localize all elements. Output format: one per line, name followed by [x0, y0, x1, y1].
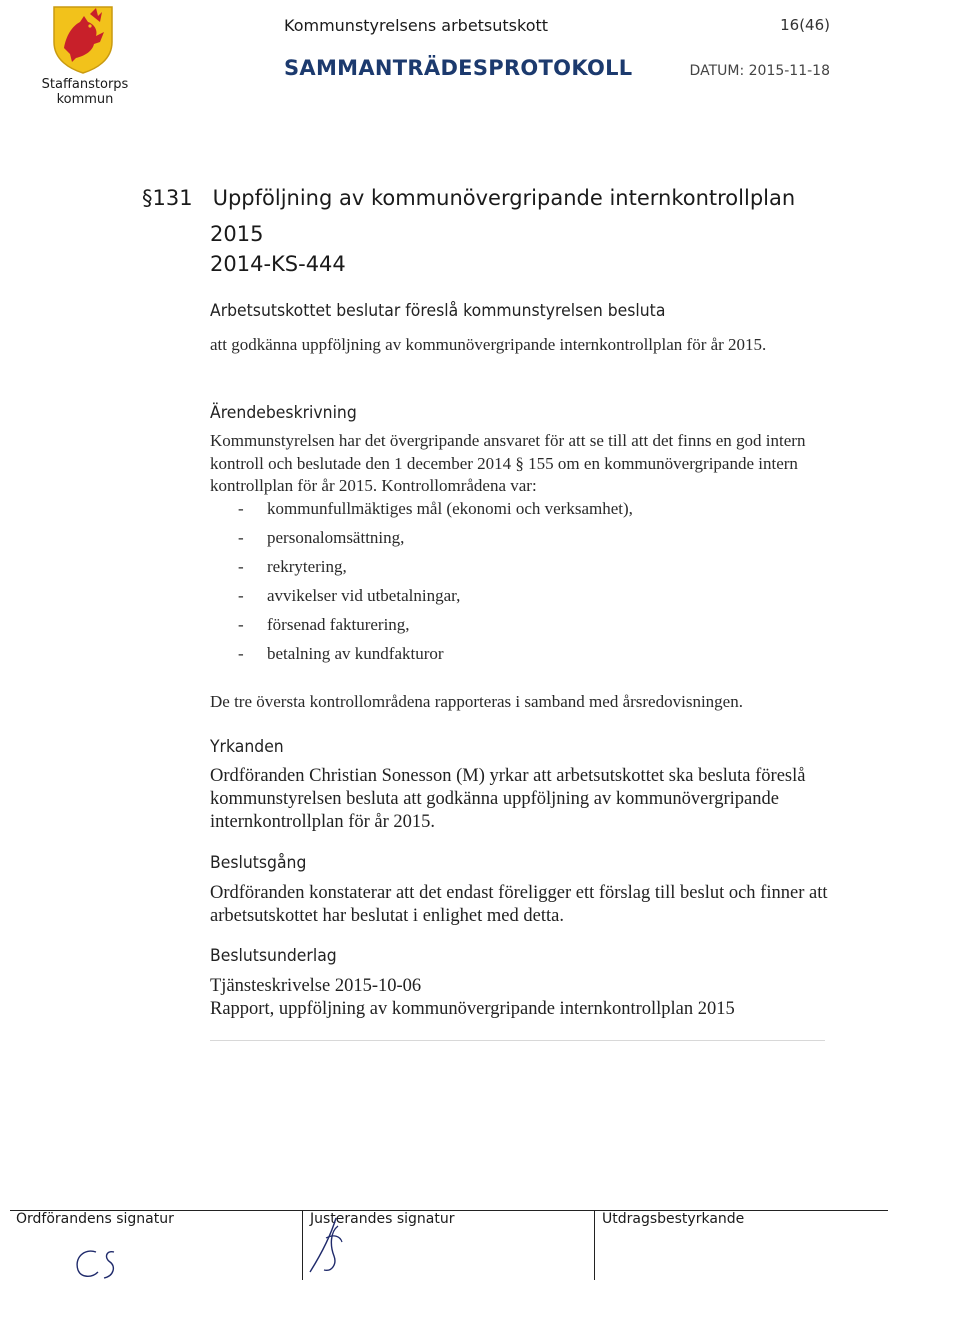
basis-item: Rapport, uppföljning av kommunövergripande internkontrollplan 2015 [210, 999, 735, 1019]
date-label: DATUM: [689, 63, 745, 79]
list-item: - kommunfullmäktiges mål (ekonomi och verksamhet), [210, 494, 830, 523]
chair-initials-signature [70, 1244, 130, 1289]
motion-text: Ordföranden Christian Sonesson (M) yrkar att arbetsutskottet ska besluta föreslå kommunstyrelsen besluta att godkänna uppföljning av kommunövergripande internkontrollplan för år 2015. [210, 766, 806, 832]
list-item: - personalomsättning, [210, 523, 830, 552]
control-area-list [210, 494, 830, 668]
adjuster-signature-label: Justerandes signatur [310, 1211, 455, 1227]
signature-separator [302, 1210, 303, 1280]
basis-item: Tjänsteskrivelse 2015-10-06 [210, 976, 422, 996]
org-unit: Kommunstyrelsens arbetsutskott [284, 16, 549, 35]
date-value: 2015-11-18 [748, 63, 830, 79]
procedure-text: Ordföranden konstaterar att det endast föreligger ett förslag till beslut och finner att arbetsutskottet har beslutat i enlighet med detta. [210, 883, 828, 926]
list-item: - rekrytering, [210, 552, 830, 581]
adjuster-initials-signature [304, 1212, 354, 1283]
document-date [680, 63, 830, 79]
decision-text: att godkänna uppföljning av kommunövergripande internkontrollplan för år 2015. [210, 335, 767, 354]
page-number: 16(46) [780, 16, 830, 34]
coat-of-arms-icon [50, 4, 116, 74]
list-item: - försenad fakturering, [210, 610, 830, 639]
section-title [142, 186, 795, 210]
basis-list [210, 975, 850, 1021]
section-year: 2015 [210, 222, 264, 246]
municipality-line-2: kommun [56, 92, 114, 107]
motion-heading: Yrkanden [210, 737, 284, 757]
extract-certifier-label: Utdragsbestyrkande [602, 1211, 745, 1227]
decision-intro: Arbetsutskottet beslutar föreslå kommunstyrelsen besluta [210, 301, 666, 321]
description-closing: De tre översta kontrollområdena rapporteras i samband med årsredovisningen. [210, 692, 743, 711]
case-reference: 2014-KS-444 [210, 252, 346, 276]
procedure-heading: Beslutsgång [210, 853, 307, 873]
document-title: SAMMANTRÄDESPROTOKOLL [284, 56, 633, 80]
signature-separator [594, 1210, 595, 1280]
list-item: - betalning av kundfakturor [210, 639, 830, 668]
chair-signature-label: Ordförandens signatur [16, 1211, 174, 1227]
basis-heading: Beslutsunderlag [210, 946, 337, 966]
list-item: - avvikelser vid utbetalningar, [210, 581, 830, 610]
description-heading: Ärendebeskrivning [210, 403, 357, 423]
municipality-name [40, 77, 130, 107]
section-title-text: Uppföljning av kommunövergripande internkontrollplan [212, 186, 796, 210]
faint-divider [210, 1040, 825, 1041]
description-paragraph: Kommunstyrelsen har det övergripande ansvaret för att se till att det finns en god intern kontroll och beslutade den 1 december 2014 § 155 om en kommunövergripande intern kontrollplan för år 2015. Kontrollområdena var: [210, 431, 806, 495]
municipality-line-1: Staffanstorps [41, 77, 129, 92]
section-number: §131 [142, 186, 193, 210]
